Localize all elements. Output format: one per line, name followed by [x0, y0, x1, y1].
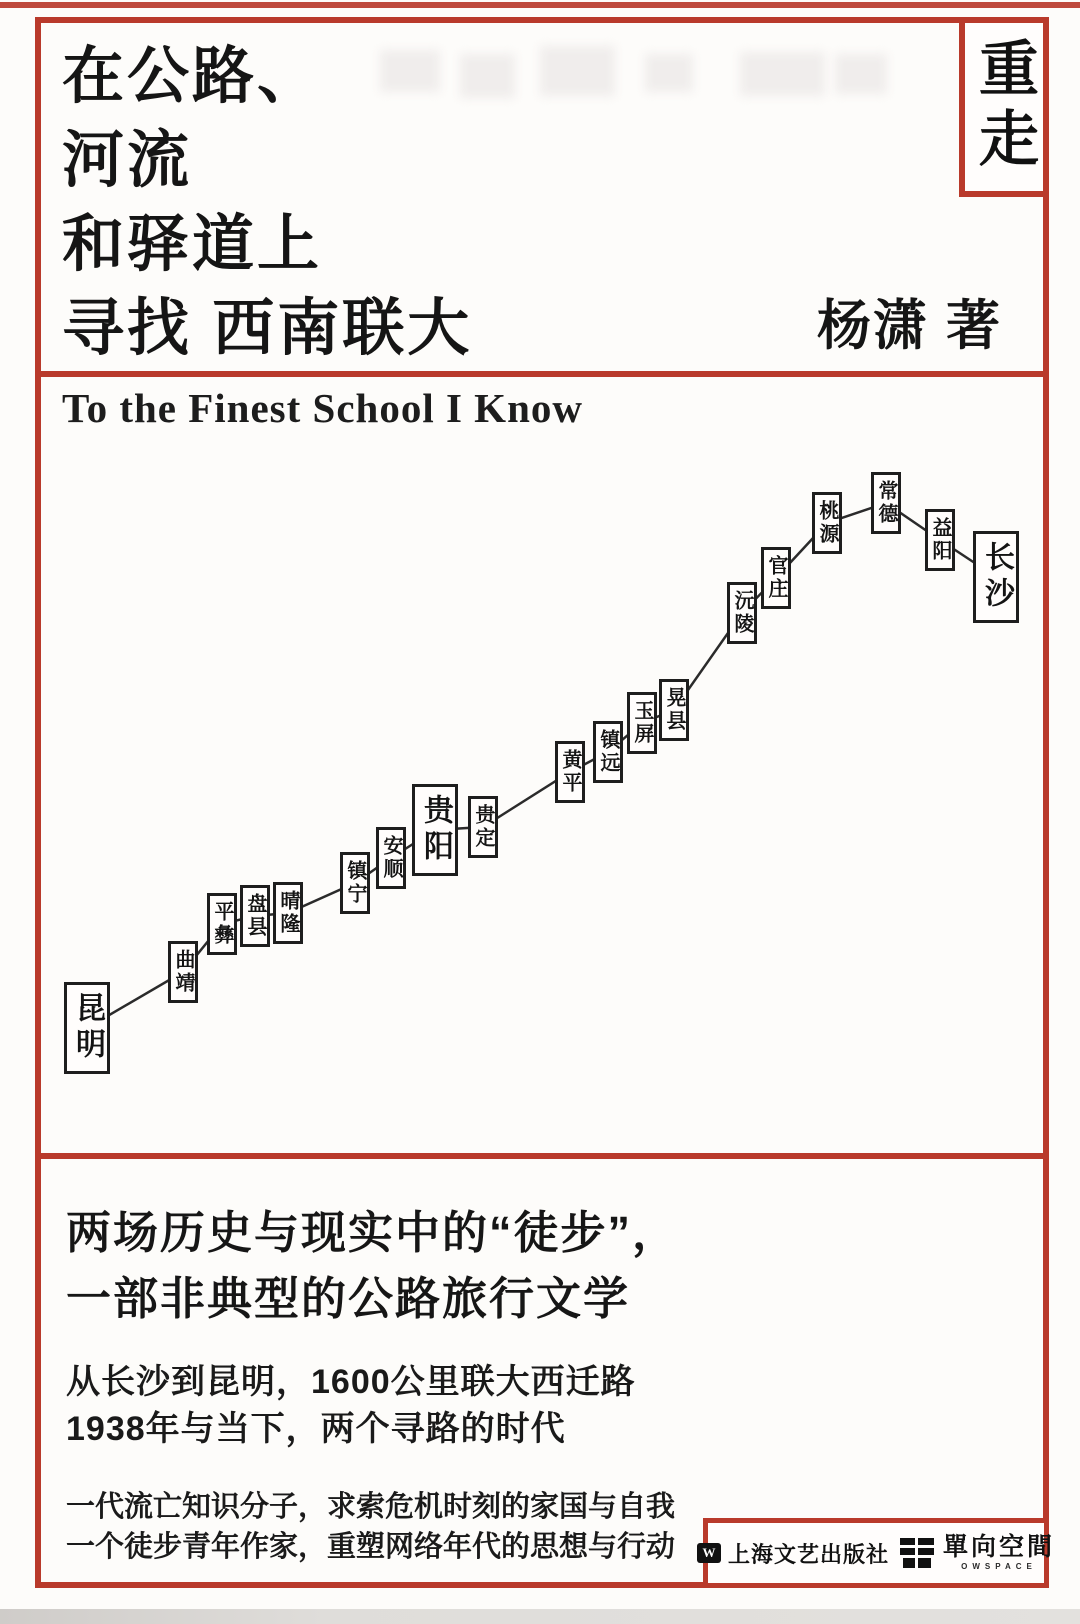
owspace-text [943, 1535, 1055, 1571]
route-node-晃县: 晃县 [659, 679, 689, 741]
route-node-盘县: 盘县 [240, 885, 270, 947]
cover-top-edge [0, 2, 1080, 8]
title-line-3: 和驿道上 [62, 210, 323, 279]
divider-title-diagram [35, 371, 1049, 377]
route-node-桃源: 桃源 [812, 492, 842, 554]
owspace-block [900, 1535, 1055, 1571]
subline-4: 一个徒步青年作家，重塑网络年代的思想与行动 [66, 1531, 676, 1563]
title-line-2: 河流 [62, 126, 193, 195]
route-node-昆明: 昆明 [64, 982, 110, 1074]
route-node-常德: 常德 [871, 472, 901, 534]
title-line-4: 寻找 西南联大 [62, 294, 473, 363]
author-name: 杨潇 著 [816, 296, 1002, 356]
route-node-贵阳: 贵阳 [412, 784, 458, 876]
route-node-晴隆: 晴隆 [273, 882, 303, 944]
route-node-镇远: 镇远 [593, 721, 623, 783]
divider-diagram-taglines [35, 1153, 1049, 1159]
route-node-玉屏: 玉屏 [627, 692, 657, 754]
route-node-黄平: 黄平 [555, 741, 585, 803]
route-node-平彝: 平彝 [207, 893, 237, 955]
subline-1: 从长沙到昆明，1600公里联大西迁路 [66, 1363, 636, 1401]
route-node-贵定: 贵定 [468, 796, 498, 858]
route-node-益阳: 益阳 [925, 509, 955, 571]
route-node-安顺: 安顺 [376, 827, 406, 889]
partner-latin: OWSPACE [961, 1562, 1037, 1571]
book-title-badge: 重走 [971, 37, 1038, 177]
cover-bottom-edge [0, 1609, 1080, 1624]
route-node-镇宁: 镇宁 [340, 852, 370, 914]
tagline-1: 两场历史与现实中的“徒步”， [66, 1207, 680, 1258]
tagline-2: 一部非典型的公路旅行文学 [66, 1273, 631, 1324]
route-node-曲靖: 曲靖 [168, 941, 198, 1003]
partner-name: 單向空間 [943, 1534, 1056, 1561]
english-subtitle: To the Finest School I Know [62, 385, 583, 431]
subline-3: 一代流亡知识分子，求索危机时刻的家国与自我 [66, 1491, 676, 1523]
subline-2: 1938年与当下，两个寻路的时代 [66, 1410, 566, 1448]
route-node-沅陵: 沅陵 [727, 582, 757, 644]
publisher-box [702, 1518, 1056, 1588]
route-node-官庄: 官庄 [761, 547, 791, 609]
shanghai-wenyi-press-logo-icon: W [697, 1543, 721, 1563]
route-node-长沙: 长沙 [973, 531, 1019, 623]
press-block [697, 1538, 889, 1569]
press-name: 上海文艺出版社 [727, 1541, 889, 1567]
owspace-logo-icon [900, 1538, 934, 1568]
badge-box [959, 17, 1049, 197]
title-line-1: 在公路、 [62, 42, 323, 111]
